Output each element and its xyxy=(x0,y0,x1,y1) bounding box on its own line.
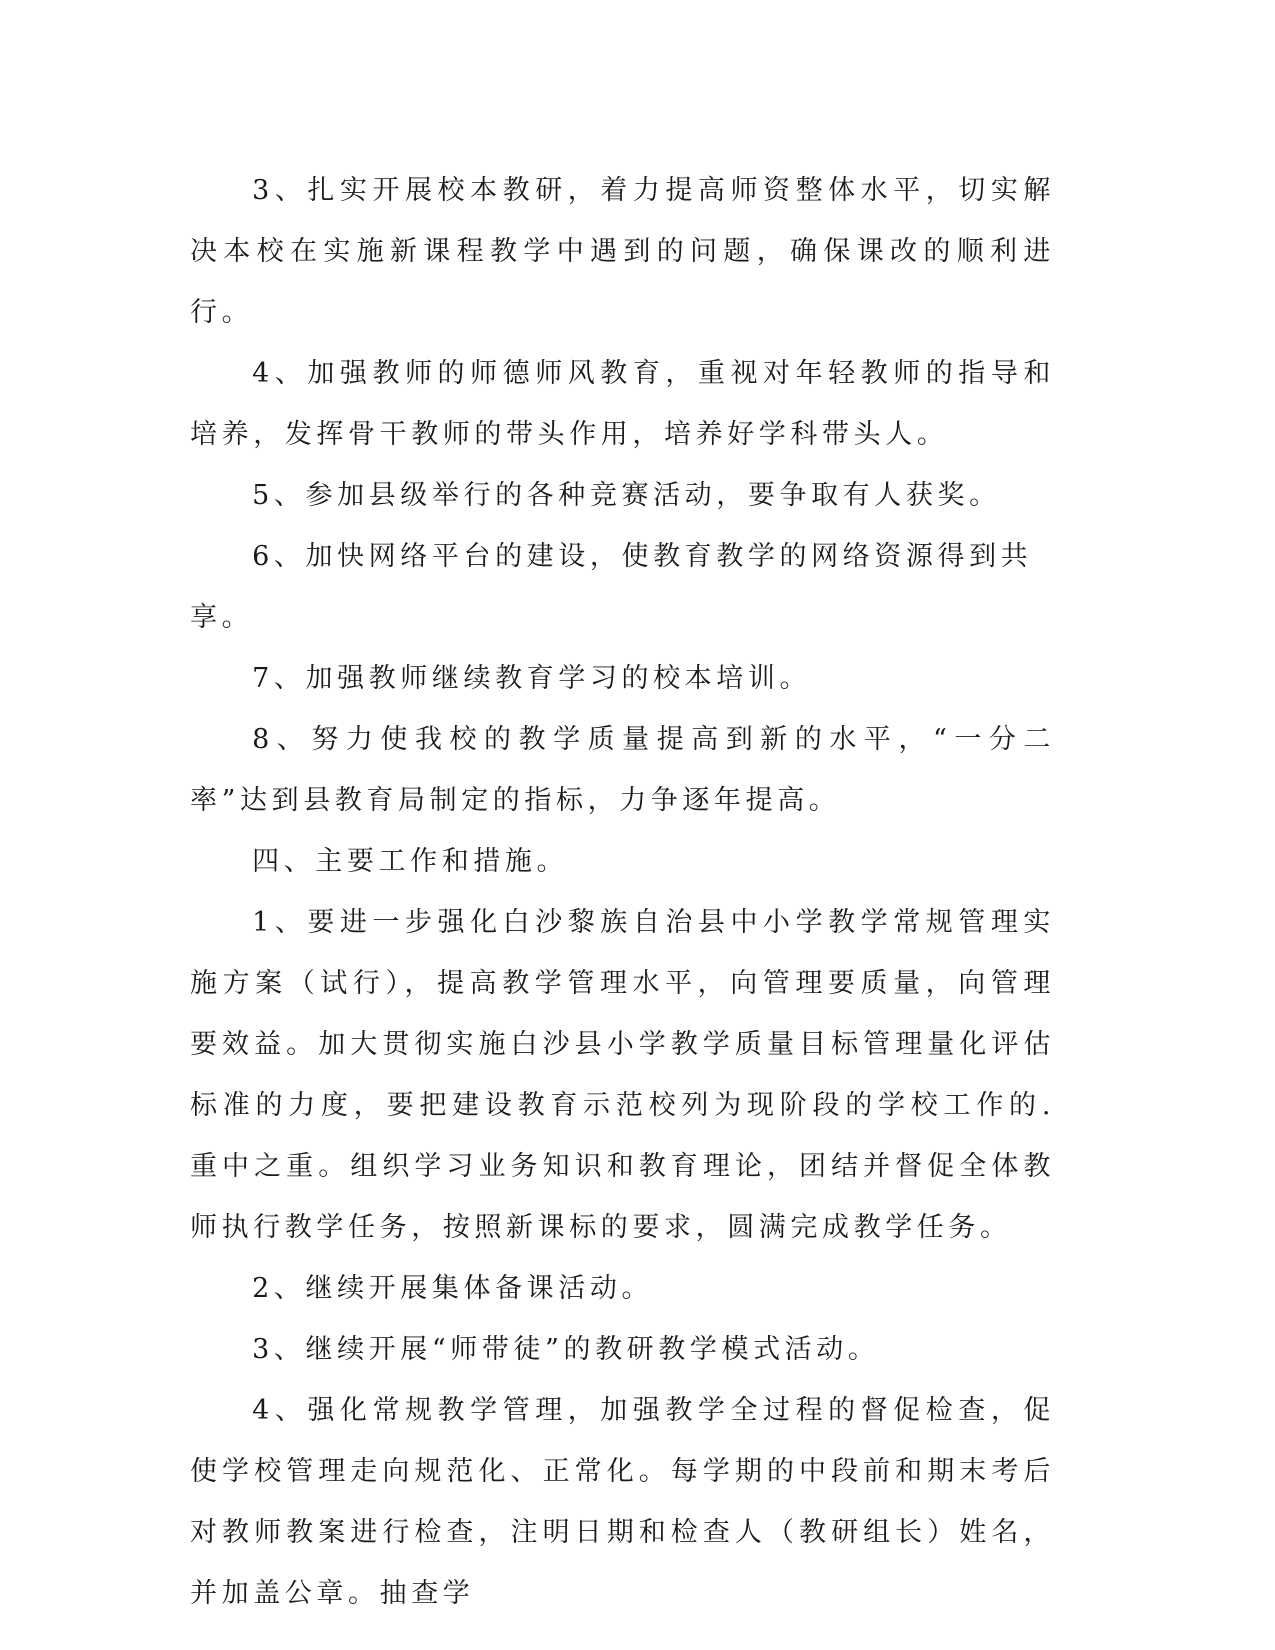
paragraph-goal-3: 3、扎实开展校本教研，着力提高师资整体水平，切实解决本校在实施新课程教学中遇到的问题，确保课改的顺利进行。 xyxy=(190,175,1055,328)
paragraph-goal-5: 5、参加县级举行的各种竞赛活动，要争取有人获奖。 xyxy=(252,480,1001,511)
paragraph-measure-4: 4、强化常规教学管理，加强教学全过程的督促检查，促使学校管理走向规范化、正常化。每学期的中段前和期末考后对教师教案进行检查，注明日期和检查人（教研组长）姓名，并加盖公章。抽查学 xyxy=(190,1395,1055,1609)
paragraph-measure-2: 2、继续开展集体备课活动。 xyxy=(252,1273,654,1304)
paragraph-goal-7: 7、加强教师继续教育学习的校本培训。 xyxy=(252,663,812,694)
paragraph-goal-8: 8、努力使我校的教学质量提高到新的水平，“一分二率”达到县教育局制定的指标，力争逐年提高。 xyxy=(190,724,1055,816)
paragraph-goal-4: 4、加强教师的师德师风教育，重视对年轻教师的指导和培养，发挥骨干教师的带头作用，培养好学科带头人。 xyxy=(190,358,1055,450)
paragraph-measure-3: 3、继续开展“师带徒”的教研教学模式活动。 xyxy=(252,1334,880,1365)
section-heading-4: 四、主要工作和措施。 xyxy=(252,846,569,877)
paragraph-measure-1: 1、要进一步强化白沙黎族自治县中小学教学常规管理实施方案（试行），提高教学管理水平，向管理要质量，向管理要效益。加大贯彻实施白沙县小学教学质量目标管理量化评估标准的力度，要把建设教育示范校列为现阶段的学校工作的.重中之重。组织学习业务知识和教育理论，团结并督促全体教师执行教学任务，按照新课标的要求，圆满完成教学任务。 xyxy=(190,907,1055,1243)
paragraph-goal-6: 6、加快网络平台的建设，使教育教学的网络资源得到共享。 xyxy=(190,541,1033,633)
document-body xyxy=(190,160,1055,1624)
